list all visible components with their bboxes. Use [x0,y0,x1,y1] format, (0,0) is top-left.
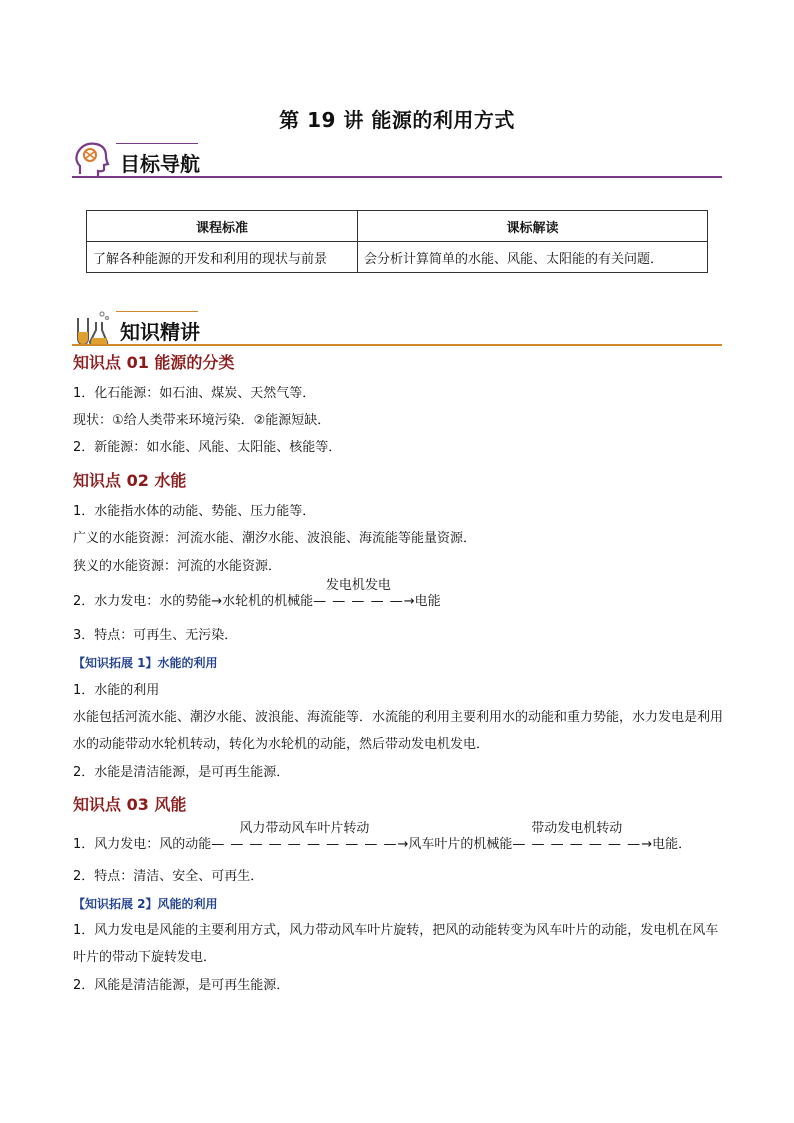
section-rule [72,176,722,178]
conversion-arrow [211,821,398,854]
energy-conversion-line [73,821,692,854]
text-line: 2．特点：清洁、安全、可再生． [73,869,264,884]
text-line: 2．风能是清洁能源，是可再生能源． [73,978,290,993]
table-cell: 会分析计算简单的水能、风能、太阳能的有关问题． [358,242,708,273]
text-line: 现状：①给人类带来环境污染．②能源短缺． [73,413,331,428]
section-top-line [116,143,198,144]
knowledge-point-heading: 知识点 03 风能 [73,795,187,814]
energy-conversion-line [73,578,441,611]
table-row [87,242,708,273]
text-line: 2．水能是清洁能源，是可再生能源． [73,765,290,780]
text-line: 狭义的水能资源：河流的水能资源． [73,559,282,574]
table-header: 课标解读 [358,211,708,242]
page-title: 第 19 讲 能源的利用方式 [279,108,515,132]
arrow-dashes: — — — — — — — [512,837,642,852]
table-header-row [87,211,708,242]
section-top-line [116,311,198,312]
curriculum-table [86,210,708,273]
text-line: 1．水能的利用 [73,683,160,698]
text-line: 1．化石能源：如石油、煤炭、天然气等． [73,386,316,401]
text-line: 广义的水能资源：河流水能、潮汐水能、波浪能、海流能等能量资源． [73,531,477,546]
text-segment: →电能 [403,594,441,609]
knowledge-point-heading: 知识点 02 水能 [73,471,187,490]
brain-head-icon [72,140,112,180]
text-line: 1．水能指水体的动能、势能、压力能等． [73,504,316,519]
text-segment: 2．水力发电：水的势能→水轮机的机械能 [73,594,314,609]
knowledge-point-heading: 知识点 01 能源的分类 [73,353,235,372]
text-line: 2．新能源：如水能、风能、太阳能、核能等． [73,440,342,455]
section-header-goals [72,140,722,180]
section-rule [72,344,722,346]
conversion-arrow [512,821,642,854]
paragraph: 水能包括河流水能、潮汐水能、波浪能、海流能等．水流能的利用主要利用水的动能和重力势能，水力发电是利用水的动能带动水轮机转动，转化为水轮机的动能，然后带动发电机发电． [73,710,724,752]
arrow-label: 风力带动风车叶片转动 [239,821,370,836]
extension-title: 【知识拓展 2】风能的利用 [73,897,218,911]
table-cell: 了解各种能源的开发和利用的现状与前景 [87,242,358,273]
table-header: 课程标准 [87,211,358,242]
text-segment: 1．风力发电：风的动能 [73,837,212,852]
section-title: 知识精讲 [120,320,200,344]
section-title: 目标导航 [120,152,200,176]
text-segment: →风车叶片的机械能 [397,837,513,852]
section-header-knowledge [72,308,722,348]
text-segment: →电能． [641,837,692,852]
arrow-dashes: — — — — — [313,594,404,609]
extension-title: 【知识拓展 1】水能的利用 [73,656,218,670]
paragraph: 1．风力发电是风能的主要利用方式，风力带动风车叶片旋转，把风的动能转变为风车叶片的动能，发电机在风车叶片的带动下旋转发电． [73,923,719,965]
arrow-label: 带动发电机转动 [531,821,623,836]
conversion-arrow [313,578,404,611]
text-line: 3．特点：可再生、无污染． [73,628,238,643]
arrow-label: 发电机发电 [325,578,391,593]
arrow-dashes: — — — — — — — — — — [211,837,398,852]
lab-flask-icon [72,308,112,348]
